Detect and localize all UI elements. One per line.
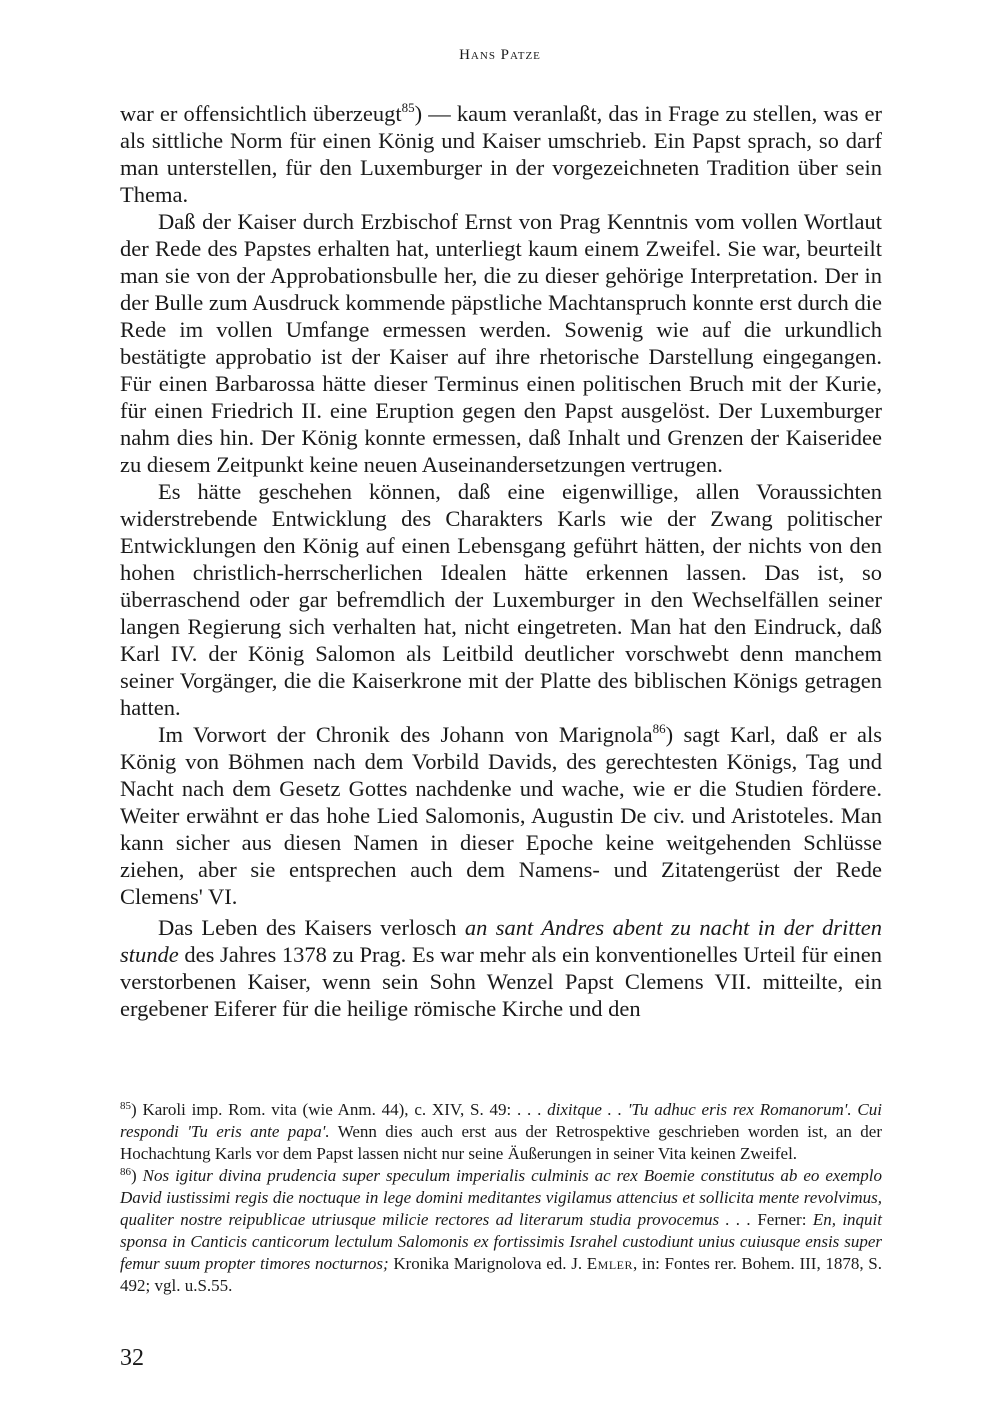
footnote-85-text-a: ) Karoli imp. Rom. vita (wie Anm. 44), c. XIV, S. 49: . . . bbox=[131, 1100, 548, 1119]
footnotes bbox=[120, 1099, 882, 1297]
paragraph-4-text-b: ) sagt Karl, daß er als König von Böhmen nach dem Vorbild Davids, des gerechtesten Königs, Tag und Nacht nach dem Gesetz Gottes nachdenke und wache, wie er die Studien fördere. Weiter erwähnt er das hohe Lied Salomonis, Augustin De civ. und Aristoteles. Man kann sicher aus diesen Namen in dieser Epoche keine weitgehenden Schlüsse ziehen, aber sie entsprechen auch dem Namens- und Zitatengerüst der Rede Clemens' VI. bbox=[120, 722, 882, 909]
footnote-85 bbox=[120, 1099, 882, 1165]
footnote-86-quote-1: Nos igitur divina prudencia super speculum imperialis culminis ac rex Boemie constitutus ab eo exemplo David iustissimi regis die noctuque in lege domini meditantes vigilamus attencius et sollicita mente revolvimus, qualiter nostre reipublicae utriusque milicie rectores ad literarum studia provocemus . . . bbox=[120, 1166, 882, 1229]
footnote-86-author: Emler bbox=[586, 1254, 633, 1273]
footnote-85-text-b: Wenn dies auch erst aus der Retrospektive geschrieben worden ist, an der Hochachtung Karls vor dem Papst lassen nicht nur seine Äußerungen in seiner Vita keinen Zweifel. bbox=[120, 1122, 882, 1163]
body-text bbox=[120, 100, 882, 1022]
footnote-85-number: 85 bbox=[120, 1100, 131, 1112]
paragraph-5 bbox=[120, 914, 882, 1022]
running-head: Hans Patze bbox=[459, 47, 541, 63]
footnote-86-quote-2: En, inquit sponsa in Canticis canticorum lectulum Salomonis ex fortissimis Israhel custodiunt unius cuiusque ensis super femur suum propter timores nocturnos; bbox=[120, 1210, 882, 1273]
footnote-ref-86: 86 bbox=[652, 721, 666, 736]
footnote-86-text-a: ) bbox=[131, 1166, 143, 1185]
footnote-86 bbox=[120, 1165, 882, 1297]
footnote-86-text-c: Kronika Marignolova ed. J. bbox=[388, 1254, 587, 1273]
footnote-86-number: 86 bbox=[120, 1166, 131, 1178]
footnote-85-quote: dixitque . . 'Tu adhuc eris rex Romanorum'. Cui respondi 'Tu eris ante papa'. bbox=[120, 1100, 882, 1141]
paragraph-1 bbox=[120, 100, 882, 208]
paragraph-1-text-a: war er offensichtlich überzeugt bbox=[120, 101, 402, 126]
paragraph-5-text-b: des Jahres 1378 zu Prag. Es war mehr als ein konventionelles Urteil für einen verstorbenen Kaiser, wenn sein Sohn Wenzel Papst Clemens VII. mitteilte, ein ergebener Eiferer für die heilige römische Kirche und den bbox=[120, 942, 882, 1021]
page-number: 32 bbox=[120, 1345, 144, 1371]
paragraph-3: Es hätte geschehen können, daß eine eigenwillige, allen Voraussichten widerstrebende Entwicklung des Charakters Karls wie der Zwang politischer Entwicklungen den König auf einen Lebensgang geführt hätten, der nichts von den hohen christlich-herrscherlichen Idealen hätte erkennen lassen. Das ist, so überraschend oder gar befremdlich der Luxemburger in den Wechselfällen seiner langen Regierung sich verhalten hat, nicht eingetreten. Man hat den Eindruck, daß Karl IV. der König Salomon als Leitbild deutlicher vorschwebt denn manchem seiner Vorgänger, die die Kaiserkrone mit der Platte des biblischen Königs getragen hatten. bbox=[120, 479, 882, 720]
paragraph-5-text-a: Das Leben des Kaisers verlosch bbox=[158, 915, 465, 940]
paragraph-1-text-b: ) — kaum veranlaßt, das in Frage zu stellen, was er als sittliche Norm für einen König und Kaiser umschrieb. Ein Papst sprach, so darf man unterstellen, für den Luxemburger in der vorgezeichneten Tradition über sein Thema. bbox=[120, 101, 882, 207]
paragraph-2: Daß der Kaiser durch Erzbischof Ernst von Prag Kenntnis vom vollen Wortlaut der Rede des Papstes erhalten hat, unterliegt kaum einem Zweifel. Sie war, beurteilt man sie von der Approbationsbulle her, die zu dieser gehörige Interpretation. Der in der Bulle zum Ausdruck kommende päpstliche Machtanspruch konnte erst durch die Rede im vollen Umfange ermessen werden. Sowenig wie auf die urkundlich bestätigte approbatio ist der Kaiser auf ihre rhetorische Darstellung eingegangen. Für einen Barbarossa hätte dieser Terminus einen politischen Bruch mit der Kurie, für einen Friedrich II. eine Eruption gegen den Papst ausgelöst. Der Luxemburger nahm dies hin. Der König konnte ermessen, daß Inhalt und Grenzen der Kaiseridee zu diesem Zeitpunkt keine neuen Auseinandersetzungen vertrugen. bbox=[120, 209, 882, 477]
paragraph-4-text-a: Im Vorwort der Chronik des Johann von Marignola bbox=[158, 722, 653, 747]
paragraph-5-quote: an sant Andres abent zu nacht in der dritten stunde bbox=[120, 915, 882, 967]
footnote-ref-85: 85 bbox=[401, 100, 415, 115]
paragraph-4 bbox=[120, 721, 882, 910]
footnote-86-text-d: , in: Fontes rer. Bohem. III, 1878, S. 492; vgl. u.S.55. bbox=[120, 1254, 883, 1295]
footnote-86-text-b: Ferner: bbox=[750, 1210, 813, 1229]
